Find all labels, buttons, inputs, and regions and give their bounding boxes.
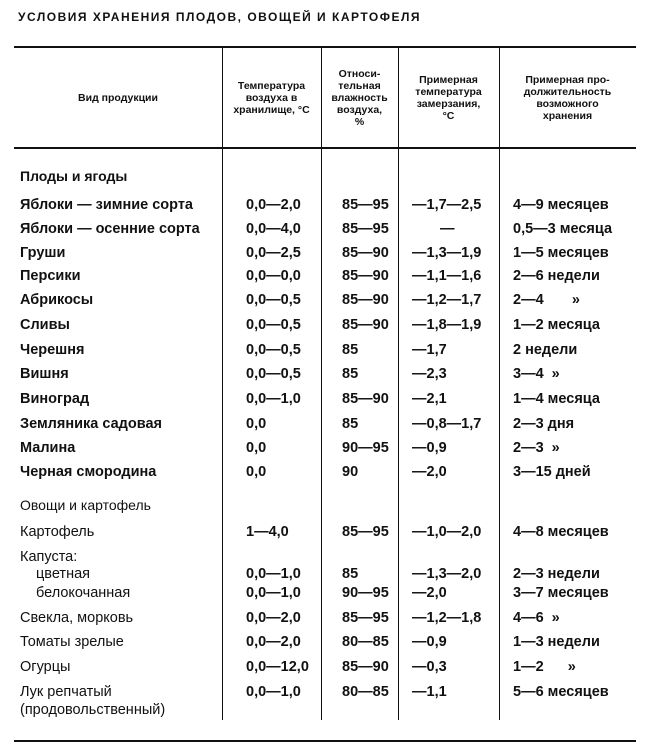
freezing-value: — bbox=[440, 221, 455, 237]
duration-value: 2—3 » bbox=[513, 440, 560, 456]
temperature-value: 0,0—1,0 bbox=[246, 566, 301, 582]
product-name: Вишня bbox=[20, 366, 69, 382]
table-top-rule bbox=[14, 46, 636, 48]
temperature-value: 0,0—0,0 bbox=[246, 268, 301, 284]
humidity-value: 80—85 bbox=[342, 634, 389, 650]
product-name: Яблоки — зимние сорта bbox=[20, 197, 193, 213]
humidity-value: 85—90 bbox=[342, 245, 389, 261]
humidity-value: 90 bbox=[342, 464, 359, 480]
product-name: белокочанная bbox=[36, 585, 131, 601]
header-freezing: Примерная температура замерзания, °С bbox=[415, 74, 482, 122]
humidity-value: 85 bbox=[342, 342, 359, 358]
header-product: Вид продукции bbox=[78, 92, 158, 104]
duration-value: 2 недели bbox=[513, 342, 578, 358]
product-name: Лук репчатый bbox=[20, 684, 112, 700]
column-divider bbox=[398, 48, 399, 720]
temperature-value: 0,0 bbox=[246, 416, 267, 432]
product-name: Абрикосы bbox=[20, 292, 94, 308]
header-separator-rule bbox=[14, 147, 636, 149]
freezing-value: —1,1 bbox=[412, 684, 447, 700]
temperature-value: 0,0—2,0 bbox=[246, 197, 301, 213]
temperature-value: 1—4,0 bbox=[246, 524, 289, 540]
duration-value: 4—9 месяцев bbox=[513, 197, 609, 213]
header-duration: Примерная про- должительность возможного хранения bbox=[523, 74, 612, 122]
duration-value: 1—3 недели bbox=[513, 634, 600, 650]
humidity-value: 85—90 bbox=[342, 391, 389, 407]
freezing-value: —1,7 bbox=[412, 342, 447, 358]
freezing-value: —0,9 bbox=[412, 634, 447, 650]
humidity-value: 85—90 bbox=[342, 268, 389, 284]
duration-value: 4—8 месяцев bbox=[513, 524, 609, 540]
product-name: Свекла, морковь bbox=[20, 610, 134, 626]
duration-value: 3—4 » bbox=[513, 366, 560, 382]
duration-value: 4—6 » bbox=[513, 610, 560, 626]
product-name: Картофель bbox=[20, 524, 95, 540]
column-divider bbox=[222, 48, 223, 720]
duration-value: 2—4 » bbox=[513, 292, 580, 308]
header-temperature: Температура воздуха в хранилище, °С bbox=[233, 80, 310, 116]
humidity-value: 90—95 bbox=[342, 585, 389, 601]
freezing-value: —1,1—1,6 bbox=[412, 268, 482, 284]
freezing-value: —1,2—1,8 bbox=[412, 610, 482, 626]
product-name: Земляника садовая bbox=[20, 416, 162, 432]
temperature-value: 0,0—0,5 bbox=[246, 366, 301, 382]
freezing-value: —0,9 bbox=[412, 440, 447, 456]
freezing-value: —2,1 bbox=[412, 391, 447, 407]
product-name: Виноград bbox=[20, 391, 90, 407]
duration-value: 1—4 месяца bbox=[513, 391, 600, 407]
freezing-value: —0,3 bbox=[412, 659, 447, 675]
temperature-value: 0,0—4,0 bbox=[246, 221, 301, 237]
duration-value: 3—7 месяцев bbox=[513, 585, 609, 601]
humidity-value: 80—85 bbox=[342, 684, 389, 700]
product-name: Черная смородина bbox=[20, 464, 157, 480]
freezing-value: —2,0 bbox=[412, 464, 447, 480]
page-title: УСЛОВИЯ ХРАНЕНИЯ ПЛОДОВ, ОВОЩЕЙ И КАРТОФЕЛЯ bbox=[18, 10, 421, 24]
product-name: Огурцы bbox=[20, 659, 71, 675]
temperature-value: 0,0 bbox=[246, 464, 267, 480]
product-name: Груши bbox=[20, 245, 66, 261]
freezing-value: —2,3 bbox=[412, 366, 447, 382]
duration-value: 2—3 недели bbox=[513, 566, 600, 582]
temperature-value: 0,0—0,5 bbox=[246, 342, 301, 358]
temperature-value: 0,0—1,0 bbox=[246, 585, 301, 601]
humidity-value: 85 bbox=[342, 566, 359, 582]
temperature-value: 0,0—2,0 bbox=[246, 610, 301, 626]
humidity-value: 85 bbox=[342, 366, 359, 382]
humidity-value: 85—95 bbox=[342, 610, 389, 626]
product-name: Малина bbox=[20, 440, 76, 456]
product-name: Сливы bbox=[20, 317, 70, 333]
freezing-value: —1,0—2,0 bbox=[412, 524, 482, 540]
temperature-value: 0,0 bbox=[246, 440, 267, 456]
duration-value: 1—2 месяца bbox=[513, 317, 600, 333]
temperature-value: 0,0—2,5 bbox=[246, 245, 301, 261]
humidity-value: 85—90 bbox=[342, 292, 389, 308]
temperature-value: 0,0—1,0 bbox=[246, 684, 301, 700]
section-fruits: Плоды и ягоды bbox=[20, 168, 128, 184]
humidity-value: 85—95 bbox=[342, 524, 389, 540]
column-divider bbox=[321, 48, 322, 720]
duration-value: 2—6 недели bbox=[513, 268, 600, 284]
table-bottom-rule bbox=[14, 740, 636, 742]
duration-value: 2—3 дня bbox=[513, 416, 575, 432]
freezing-value: —1,3—1,9 bbox=[412, 245, 482, 261]
product-name: Капуста: bbox=[20, 549, 78, 565]
product-name: Томаты зрелые bbox=[20, 634, 124, 650]
product-name: (продовольственный) bbox=[20, 702, 166, 718]
freezing-value: —1,2—1,7 bbox=[412, 292, 482, 308]
temperature-value: 0,0—0,5 bbox=[246, 317, 301, 333]
humidity-value: 85—95 bbox=[342, 221, 389, 237]
temperature-value: 0,0—2,0 bbox=[246, 634, 301, 650]
temperature-value: 0,0—12,0 bbox=[246, 659, 309, 675]
temperature-value: 0,0—1,0 bbox=[246, 391, 301, 407]
humidity-value: 85—90 bbox=[342, 317, 389, 333]
freezing-value: —0,8—1,7 bbox=[412, 416, 482, 432]
humidity-value: 85—90 bbox=[342, 659, 389, 675]
freezing-value: —1,3—2,0 bbox=[412, 566, 482, 582]
freezing-value: —2,0 bbox=[412, 585, 447, 601]
freezing-value: —1,8—1,9 bbox=[412, 317, 482, 333]
header-humidity: Относи- тельная влажность воздуха, % bbox=[331, 68, 388, 128]
freezing-value: —1,7—2,5 bbox=[412, 197, 482, 213]
column-divider bbox=[499, 48, 500, 720]
duration-value: 0,5—3 месяца bbox=[513, 221, 613, 237]
duration-value: 1—2 » bbox=[513, 659, 576, 675]
product-name: Персики bbox=[20, 268, 81, 284]
duration-value: 3—15 дней bbox=[513, 464, 591, 480]
humidity-value: 85 bbox=[342, 416, 359, 432]
humidity-value: 90—95 bbox=[342, 440, 389, 456]
duration-value: 1—5 месяцев bbox=[513, 245, 609, 261]
product-name: Яблоки — осенние сорта bbox=[20, 221, 200, 237]
section-vegetables: Овощи и картофель bbox=[20, 497, 151, 513]
product-name: Черешня bbox=[20, 342, 85, 358]
temperature-value: 0,0—0,5 bbox=[246, 292, 301, 308]
humidity-value: 85—95 bbox=[342, 197, 389, 213]
product-name: цветная bbox=[36, 566, 90, 582]
duration-value: 5—6 месяцев bbox=[513, 684, 609, 700]
